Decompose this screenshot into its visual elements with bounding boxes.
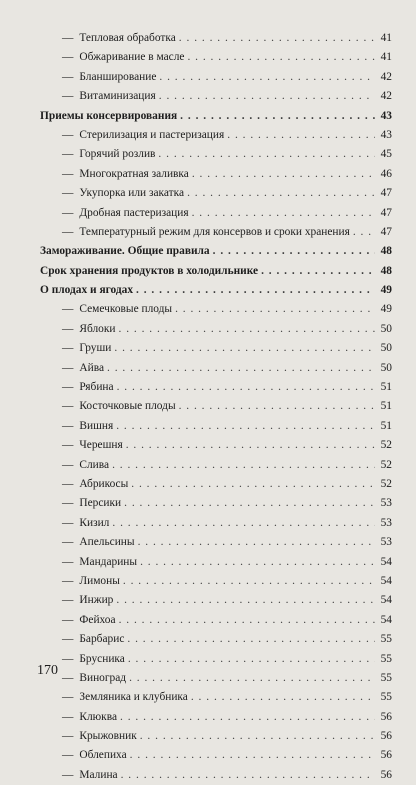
entry-title: Тепловая обработка: [79, 32, 176, 44]
dot-leader: [128, 650, 375, 669]
entry-title: Горячий розлив: [79, 148, 156, 161]
toc-entry: [40, 87, 392, 106]
entry-title: Стерилизация и пастеризация: [79, 128, 225, 141]
entry-dash: —: [62, 303, 74, 316]
entry-title: Бланширование: [79, 70, 157, 83]
entry-title: Барбарис: [79, 633, 125, 646]
toc-entry: [40, 204, 392, 223]
entry-dash: —: [62, 361, 74, 374]
dot-leader: [140, 727, 375, 746]
entry-dash: —: [62, 652, 74, 665]
toc-entry: [40, 553, 392, 572]
entry-page-number: 48: [380, 245, 392, 258]
dot-leader: [192, 165, 375, 184]
dot-leader: [112, 514, 375, 533]
entry-dash: —: [62, 633, 74, 646]
entry-title: Замораживание. Общие правила: [40, 245, 210, 258]
entry-dash: —: [62, 167, 74, 180]
dot-leader: [127, 630, 375, 649]
dot-leader: [187, 184, 375, 203]
toc-entry: [40, 68, 392, 87]
toc-entry: [40, 669, 392, 688]
entry-page-number: 56: [380, 768, 392, 781]
dot-leader: [192, 204, 375, 223]
page-number: 170: [37, 663, 58, 678]
toc-entry: [40, 727, 392, 746]
entry-dash: —: [62, 206, 74, 219]
dot-leader: [159, 87, 375, 106]
entry-dash: —: [62, 768, 74, 781]
entry-page-number: 56: [380, 730, 392, 743]
entry-dash: —: [62, 148, 74, 161]
entry-dash: —: [62, 439, 74, 452]
dot-leader: [124, 494, 375, 513]
entry-page-number: 49: [380, 303, 392, 316]
entry-title: Срок хранения продуктов в холодильнике: [40, 264, 259, 277]
entry-title: Яблоки: [79, 322, 116, 335]
entry-title: Груши: [79, 342, 112, 355]
entry-title: Абрикосы: [79, 477, 129, 490]
dot-leader: [126, 436, 375, 455]
entry-page-number: 54: [380, 574, 392, 587]
toc-entry: [40, 223, 392, 242]
toc-entry: [40, 378, 392, 397]
toc-entry: [40, 766, 392, 785]
entry-dash: —: [62, 497, 74, 510]
entry-dash: —: [62, 128, 74, 141]
entry-dash: —: [62, 710, 74, 723]
entry-title: Инжир: [79, 594, 114, 607]
toc-entry: [40, 300, 392, 319]
toc-entry: [40, 514, 392, 533]
entry-title: Рябина: [79, 381, 114, 394]
toc-entry: [40, 475, 392, 494]
dot-leader: [119, 320, 375, 339]
entry-dash: —: [62, 613, 74, 626]
toc-entry: [40, 533, 392, 552]
entry-page-number: 42: [380, 70, 392, 83]
entry-dash: —: [62, 749, 74, 762]
entry-title: Кизил: [79, 516, 110, 529]
entry-page-number: 41: [380, 32, 392, 44]
entry-page-number: 43: [380, 109, 392, 122]
dot-leader: [117, 378, 375, 397]
toc-entry: [40, 591, 392, 610]
dot-leader: [179, 29, 375, 48]
entry-dash: —: [62, 90, 74, 103]
entry-dash: —: [62, 225, 74, 238]
entry-page-number: 46: [380, 167, 392, 180]
entry-page-number: 49: [380, 284, 392, 297]
entry-title: О плодах и ягодах: [40, 284, 134, 297]
entry-dash: —: [62, 458, 74, 471]
entry-page-number: 47: [380, 225, 392, 238]
entry-dash: —: [62, 32, 74, 44]
entry-page-number: 55: [380, 633, 392, 646]
entry-page-number: 53: [380, 497, 392, 510]
dot-leader: [187, 48, 375, 67]
toc-entry: [40, 262, 392, 281]
entry-dash: —: [62, 477, 74, 490]
entry-dash: —: [62, 516, 74, 529]
entry-page-number: 52: [380, 458, 392, 471]
dot-leader: [129, 669, 375, 688]
toc-entry: [40, 320, 392, 339]
dot-leader: [138, 533, 375, 552]
toc-entry: [40, 630, 392, 649]
entry-page-number: 51: [380, 381, 392, 394]
entry-dash: —: [62, 51, 74, 64]
entry-page-number: 43: [380, 128, 392, 141]
dot-leader: [136, 281, 375, 300]
entry-dash: —: [62, 419, 74, 432]
toc-entry: [40, 126, 392, 145]
toc-entry: [40, 708, 392, 727]
dot-leader: [180, 107, 375, 126]
dot-leader: [121, 766, 375, 785]
dot-leader: [261, 262, 375, 281]
entry-dash: —: [62, 381, 74, 394]
toc-entry: [40, 359, 392, 378]
toc-entry: [40, 611, 392, 630]
entry-page-number: 48: [380, 264, 392, 277]
toc-entry: [40, 417, 392, 436]
entry-title: Айва: [79, 361, 104, 374]
dot-leader: [123, 572, 375, 591]
entry-dash: —: [62, 187, 74, 200]
entry-dash: —: [62, 671, 74, 684]
entry-dash: —: [62, 594, 74, 607]
dot-leader: [227, 126, 375, 145]
dot-leader: [116, 591, 375, 610]
entry-title: Дробная пастеризация: [79, 206, 189, 219]
entry-page-number: 51: [380, 419, 392, 432]
toc-entry: [40, 145, 392, 164]
entry-page-number: 56: [380, 749, 392, 762]
entry-page-number: 55: [380, 671, 392, 684]
entry-page-number: 53: [380, 536, 392, 549]
dot-leader: [158, 145, 375, 164]
entry-dash: —: [62, 536, 74, 549]
entry-title: Брусника: [79, 652, 125, 665]
entry-title: Семечковые плоды: [79, 303, 173, 316]
dot-leader: [114, 339, 375, 358]
entry-page-number: 54: [380, 555, 392, 568]
dot-leader: [116, 417, 375, 436]
entry-title: Малина: [79, 768, 118, 781]
entry-page-number: 54: [380, 613, 392, 626]
entry-page-number: 54: [380, 594, 392, 607]
dot-leader: [120, 708, 375, 727]
dot-leader: [179, 397, 375, 416]
toc-entry: [40, 242, 392, 261]
toc-entry: [40, 165, 392, 184]
dot-leader: [119, 611, 375, 630]
entry-page-number: 50: [380, 342, 392, 355]
dot-leader: [159, 68, 375, 87]
dot-leader: [140, 553, 375, 572]
entry-dash: —: [62, 400, 74, 413]
entry-dash: —: [62, 691, 74, 704]
entry-title: Крыжовник: [79, 730, 137, 743]
dot-leader: [130, 746, 375, 765]
dot-leader: [107, 359, 375, 378]
entry-title: Черешня: [79, 439, 123, 452]
dot-leader: [112, 456, 375, 475]
entry-page-number: 42: [380, 90, 392, 103]
entry-title: Косточковые плоды: [79, 400, 176, 413]
entry-dash: —: [62, 322, 74, 335]
entry-page-number: 55: [380, 691, 392, 704]
entry-title: Виноград: [79, 671, 127, 684]
toc-entry: [40, 107, 392, 126]
dot-leader: [213, 242, 375, 261]
toc-entry: [40, 572, 392, 591]
entry-title: Облепиха: [79, 749, 127, 762]
entry-title: Слива: [79, 458, 110, 471]
toc-entry: [40, 29, 392, 48]
toc-entry: [40, 456, 392, 475]
entry-title: Витаминизация: [79, 90, 156, 103]
entry-title: Многократная заливка: [79, 167, 189, 180]
entry-title: Лимоны: [79, 574, 120, 587]
entry-page-number: 52: [380, 439, 392, 452]
entry-page-number: 55: [380, 652, 392, 665]
entry-dash: —: [62, 574, 74, 587]
entry-title: Обжаривание в масле: [79, 51, 185, 64]
toc-entry: [40, 281, 392, 300]
entry-page-number: 45: [380, 148, 392, 161]
entry-page-number: 41: [380, 51, 392, 64]
dot-leader: [353, 223, 375, 242]
entry-title: Температурный режим для консервов и сроки хранения: [79, 225, 350, 238]
entry-title: Клюква: [79, 710, 117, 723]
entry-title: Приемы консервирования: [40, 109, 178, 122]
entry-page-number: 50: [380, 322, 392, 335]
dot-leader: [175, 300, 375, 319]
entry-page-number: 51: [380, 400, 392, 413]
entry-dash: —: [62, 342, 74, 355]
toc-entry: [40, 339, 392, 358]
toc-entry: [40, 184, 392, 203]
toc-entry: [40, 746, 392, 765]
dot-leader: [131, 475, 375, 494]
entry-dash: —: [62, 70, 74, 83]
entry-title: Мандарины: [79, 555, 138, 568]
toc-entry: [40, 48, 392, 67]
toc-entry: [40, 436, 392, 455]
entry-title: Фейхоа: [79, 613, 116, 626]
entry-title: Земляника и клубника: [79, 691, 188, 704]
toc-entry: [40, 397, 392, 416]
entry-title: Апельсины: [79, 536, 135, 549]
table-of-contents: [40, 29, 392, 785]
entry-dash: —: [62, 555, 74, 568]
entry-page-number: 56: [380, 710, 392, 723]
entry-title: Укупорка или закатка: [79, 187, 185, 200]
entry-page-number: 47: [380, 187, 392, 200]
entry-page-number: 50: [380, 361, 392, 374]
entry-page-number: 52: [380, 477, 392, 490]
toc-entry: [40, 650, 392, 669]
toc-entry: [40, 494, 392, 513]
entry-page-number: 53: [380, 516, 392, 529]
entry-title: Вишня: [79, 419, 114, 432]
entry-dash: —: [62, 730, 74, 743]
entry-title: Персики: [79, 497, 122, 510]
entry-page-number: 47: [380, 206, 392, 219]
